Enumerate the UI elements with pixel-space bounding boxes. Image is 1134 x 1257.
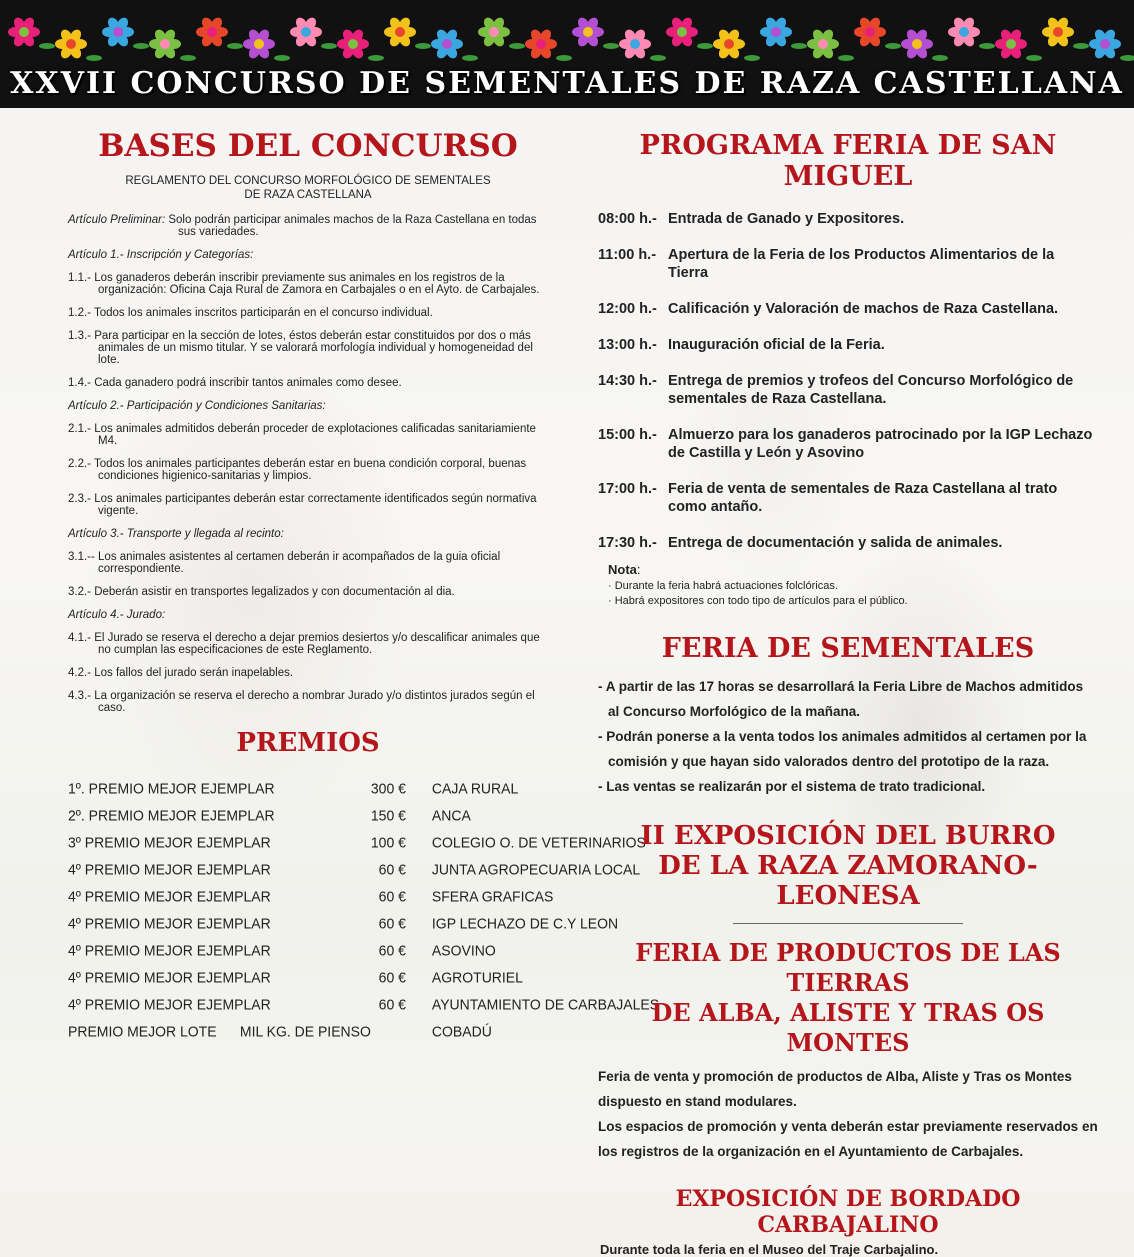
schedule-item (598, 372, 1098, 408)
bases-paragraph (68, 690, 548, 714)
schedule-time: 08:00 h.- (598, 211, 657, 227)
divider (733, 923, 963, 924)
schedule-desc: Inauguración oficial de la Feria. (668, 337, 885, 353)
prize-row (68, 828, 659, 855)
prize-name: 1º. PREMIO MEJOR EJEMPLAR (68, 779, 275, 796)
schedule-time: 13:00 h.- (598, 337, 657, 353)
bases-subtitle-line1: REGLAMENTO DEL CONCURSO MORFOLÓGICO DE SEMENTALES (125, 175, 491, 187)
schedule-item (598, 480, 1098, 516)
prize-sponsor: AYUNTAMIENTO DE CARBAJALES (431, 995, 660, 1012)
prize-row (68, 936, 659, 963)
prize-name: 4º PREMIO MEJOR EJEMPLAR (68, 887, 271, 904)
bases-paragraph (68, 493, 548, 517)
prize-sponsor: AGROTURIEL (431, 968, 523, 985)
prize-name: 4º PREMIO MEJOR EJEMPLAR (68, 914, 271, 931)
article-heading (68, 400, 548, 412)
prize-name: 4º PREMIO MEJOR EJEMPLAR (68, 941, 271, 958)
prize-amount: 300 € (370, 779, 406, 796)
prize-row (68, 855, 659, 882)
prize-sponsor: COLEGIO O. DE VETERINARIOS (431, 833, 646, 850)
prize-amount: 60 € (378, 914, 406, 931)
paragraph-text: 1.3.- Para participar en la sección de lotes, éstos deberán estar constituidos por dos o más animales de un mismo titular. Y se valorará morfología individual y homogeneidad del lote. (68, 330, 533, 366)
nota-title-word: Nota (608, 562, 637, 577)
productos-title (598, 938, 1098, 1058)
nota-title (608, 562, 1098, 577)
paragraph-text: 4.2.- Los fallos del jurado serán inapelables. (68, 667, 294, 679)
productos-line2: DE ALBA, ALISTE Y TRAS OS MONTES (651, 998, 1045, 1057)
paragraph-text: 4.1.- El Jurado se reserva el derecho a dejar premios desiertos y/o descalificar animales que no cumplan las especificaciones de este Reglamento. (68, 632, 540, 656)
programa-schedule (598, 210, 1098, 552)
article-heading (68, 609, 548, 621)
prize-amount: 60 € (378, 968, 406, 985)
prize-amount: 60 € (378, 941, 406, 958)
paragraph-text: Solo podrán participar animales machos de la Raza Castellana en todas sus variedades. (165, 214, 537, 238)
bases-subtitle (68, 174, 548, 202)
prize-sponsor: ASOVINO (431, 941, 496, 958)
prize-sponsor: CAJA RURAL (431, 779, 519, 796)
paragraph-text: 2.3.- Los animales participantes deberán estar correctamente identificados según normativa vigente. (68, 493, 537, 517)
paragraph-text: 1.2.- Todos los animales inscritos participarán en el concurso individual. (68, 307, 433, 319)
prize-sponsor: IGP LECHAZO DE C.Y LEON (431, 914, 619, 931)
article-heading (68, 249, 548, 261)
prize-name: 4º PREMIO MEJOR EJEMPLAR (68, 968, 271, 985)
paragraph-text: 4.3.- La organización se reserva el derecho a nombrar Jurado y/o distintos jurados según el caso. (68, 690, 535, 714)
prize-name: 3º PREMIO MEJOR EJEMPLAR (68, 833, 271, 850)
paragraph-label: Artículo 2.- Participación y Condiciones Sanitarias: (68, 400, 326, 412)
bases-paragraph (68, 423, 548, 447)
paragraph-label: Artículo 3.- Transporte y llegada al recinto: (68, 528, 284, 540)
schedule-item (598, 426, 1098, 462)
article-heading (68, 528, 548, 540)
schedule-desc: Entrada de Ganado y Expositores. (668, 211, 905, 227)
right-column (598, 120, 1098, 1257)
schedule-time: 15:00 h.- (598, 427, 657, 443)
bases-paragraphs (68, 214, 548, 714)
header-banner (0, 0, 1134, 108)
bordado-text: Durante toda la feria en el Museo del Traje Carbajalino. (600, 1242, 939, 1257)
feria-bullet: - Las ventas se realizarán por el sistema de trato tradicional. (598, 779, 986, 794)
paragraph-text: 2.1.- Los animales admitidos deberán proceder de explotaciones calificadas sanitariamiente M4. (68, 423, 536, 447)
productos-text2: Los espacios de promoción y venta deberán estar previamente reservados en los registros de la organización en el Ayuntamiento de Carbajales. (598, 1119, 1098, 1159)
prize-name: 4º PREMIO MEJOR EJEMPLAR (68, 995, 271, 1012)
bases-title: BASES DEL CONCURSO (98, 128, 518, 164)
feria-title: FERIA DE SEMENTALES (661, 633, 1035, 664)
schedule-desc: Calificación y Valoración de machos de Raza Castellana. (668, 301, 1059, 317)
exposicion-burro-line1: II EXPOSICIÓN DEL BURRO (640, 821, 1056, 851)
exposicion-burro-line2: DE LA RAZA ZAMORANO-LEONESA (658, 851, 1038, 911)
header-title: XXVII CONCURSO DE SEMENTALES DE RAZA CASTELLANA (10, 66, 1124, 101)
schedule-desc: Entrega de documentación y salida de animales. (668, 535, 1003, 551)
prize-row (68, 882, 659, 909)
prize-name: PREMIO MEJOR LOTE MIL KG. DE PIENSO (68, 1022, 371, 1039)
feria-bullet: - Podrán ponerse a la venta todos los animales admitidos al certamen por la comisión y que hayan sido valorados dentro del prototipo de la raza. (598, 729, 1087, 769)
bases-paragraph (68, 330, 548, 366)
prize-row (68, 990, 659, 1017)
schedule-item (598, 336, 1098, 354)
prize-amount: 60 € (378, 860, 406, 877)
prize-row (68, 963, 659, 990)
prize-sponsor: JUNTA AGROPECUARIA LOCAL (431, 860, 641, 877)
prize-amount: 100 € (370, 833, 406, 850)
paragraph-text: 1.1.- Los ganaderos deberán inscribir previamente sus animales en los registros de la organización: Oficina Caja Rural de Zamora en Carbajales o en el Ayto. de Carbajales. (68, 272, 540, 296)
bases-paragraph (68, 551, 548, 575)
prize-table (68, 774, 659, 1044)
nota-title-colon: : (636, 562, 641, 577)
bordado-title: EXPOSICIÓN DE BORDADO CARBAJALINO (675, 1186, 1021, 1238)
premios-title: PREMIOS (236, 728, 380, 758)
feria-bullets (598, 674, 1098, 799)
prize-amount: 150 € (370, 806, 406, 823)
bases-paragraph (68, 632, 548, 656)
paragraph-label: Artículo Preliminar: (68, 214, 166, 226)
schedule-item (598, 210, 1098, 228)
schedule-time: 17:00 h.- (598, 481, 657, 497)
feria-bullet: - A partir de las 17 horas se desarrollará la Feria Libre de Machos admitidos al Concurso Morfológico de la mañana. (598, 679, 1084, 719)
programa-title: PROGRAMA FERIA DE SAN MIGUEL (639, 130, 1057, 192)
bases-paragraph (68, 307, 548, 319)
schedule-desc: Entrega de premios y trofeos del Concurso Morfológico de sementales de Raza Castellana. (668, 373, 1074, 407)
paragraph-label: Artículo 4.- Jurado: (68, 609, 166, 621)
nota-list (598, 579, 1098, 609)
nota-line: · Habrá expositores con todo tipo de artículos para el público. (608, 595, 908, 607)
prize-sponsor: COBADÚ (431, 1022, 492, 1039)
bases-paragraph (68, 377, 548, 389)
schedule-desc: Apertura de la Feria de los Productos Alimentarios de la Tierra (668, 247, 1055, 281)
schedule-time: 12:00 h.- (598, 301, 657, 317)
prize-row (68, 1017, 659, 1044)
prize-sponsor: ANCA (431, 806, 471, 823)
schedule-item (598, 246, 1098, 282)
bases-paragraph (68, 586, 548, 598)
nota-line: · Durante la feria habrá actuaciones folclóricas. (608, 580, 838, 592)
bases-subtitle-line2: DE RAZA CASTELLANA (244, 189, 372, 201)
prize-name: 2º. PREMIO MEJOR EJEMPLAR (68, 806, 275, 823)
prize-amount (371, 1016, 432, 1044)
productos-text1: Feria de venta y promoción de productos de Alba, Aliste y Tras os Montes dispuesto en stand modulares. (598, 1069, 1072, 1109)
prize-name: 4º PREMIO MEJOR EJEMPLAR (68, 860, 271, 877)
schedule-time: 17:30 h.- (598, 535, 657, 551)
exposicion-burro-title (598, 821, 1098, 911)
paragraph-text: 3.2.- Deberán asistir en transportes legalizados y con documentación al dia. (68, 586, 455, 598)
prize-row (68, 774, 659, 801)
prize-amount: 60 € (378, 995, 406, 1012)
paragraph-label: Artículo 1.- Inscripción y Categorías: (68, 249, 254, 261)
prize-amount: 60 € (378, 887, 406, 904)
paragraph-text: 2.2.- Todos los animales participantes deberán estar en buena condición corporal, buenas condiciones higienico-sanitarias y limpios. (68, 458, 527, 482)
schedule-item (598, 300, 1098, 318)
prize-row (68, 909, 659, 936)
paragraph-text: 3.1.-- Los animales asistentes al certamen deberán ir acompañados de la guia oficial correspondiente. (68, 551, 501, 575)
bases-paragraph (68, 272, 548, 296)
schedule-desc: Feria de venta de sementales de Raza Castellana al trato como antaño. (668, 481, 1058, 515)
schedule-time: 14:30 h.- (598, 373, 657, 389)
bases-paragraph (68, 214, 548, 238)
bases-paragraph (68, 667, 548, 679)
prize-row (68, 801, 659, 828)
bases-paragraph (68, 458, 548, 482)
paragraph-text: 1.4.- Cada ganadero podrá inscribir tantos animales como desee. (68, 377, 402, 389)
productos-line1: FERIA DE PRODUCTOS DE LAS TIERRAS (635, 938, 1061, 997)
schedule-desc: Almuerzo para los ganaderos patrocinado por la IGP Lechazo de Castilla y León y Asovino (668, 427, 1093, 461)
schedule-item (598, 534, 1098, 552)
prize-sponsor: SFERA GRAFICAS (431, 887, 554, 904)
schedule-time: 11:00 h.- (598, 247, 657, 263)
